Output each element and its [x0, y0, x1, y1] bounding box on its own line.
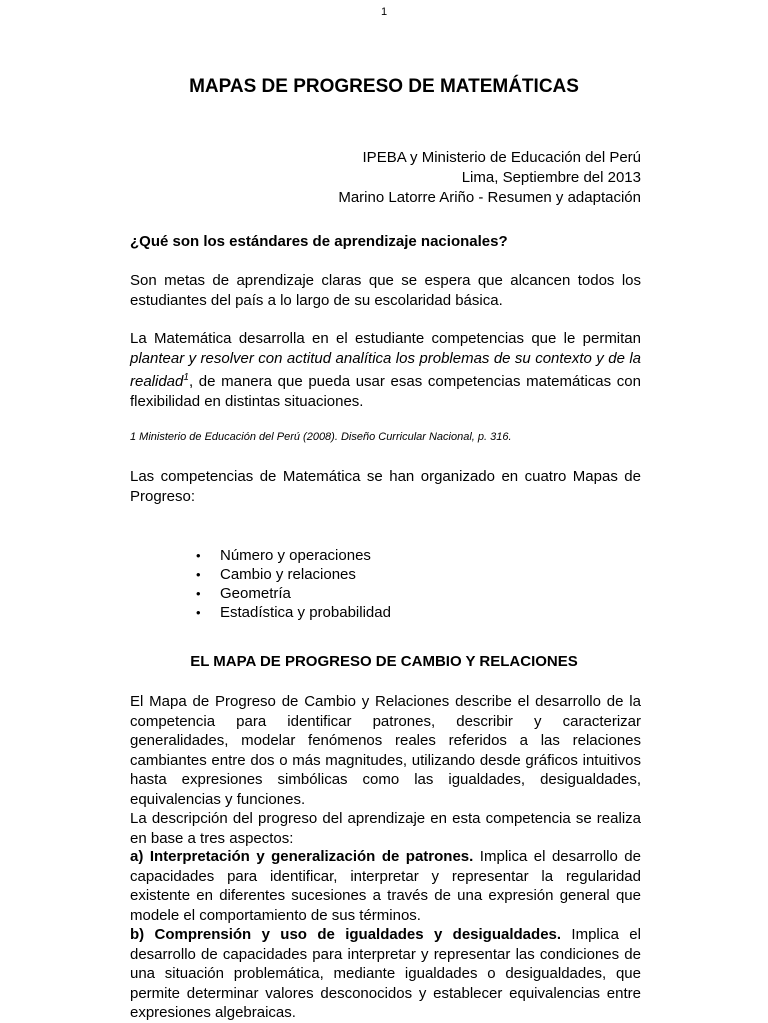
list-item: • Geometría	[130, 584, 641, 603]
author-block	[130, 148, 641, 208]
aspect-title: b) Comprensión y uso de igualdades y desigualdades.	[130, 926, 562, 943]
italic-text: plantear y resolver con actitud analítica los problemas de su contexto y de la realidad	[130, 349, 641, 390]
bullet-list	[130, 546, 641, 622]
document-title: MAPAS DE PROGRESO DE MATEMÁTICAS	[189, 76, 579, 97]
list-item: • Cambio y relaciones	[130, 565, 641, 584]
section-body	[130, 692, 641, 848]
question-heading: ¿Qué son los estándares de aprendizaje nacionales?	[130, 233, 508, 250]
footnote-ref: 1	[183, 372, 189, 383]
aspect-b	[130, 925, 641, 1023]
text: , de manera que pueda usar esas competencias matemáticas con flexibilidad en distintas situaciones.	[130, 373, 641, 410]
header-line: Marino Latorre Ariño - Resumen y adaptación	[338, 189, 641, 206]
page-number: 1	[380, 6, 388, 18]
text: La Matemática desarrolla en el estudiante competencias que le permitan	[130, 330, 641, 347]
aspect-title: a) Interpretación y generalización de patrones.	[130, 848, 474, 865]
text: Implica el desarrollo de capacidades para identificar, interpretar y representar la regularidad existente en diferentes sucesiones a través de una expresión general que modele el comportamiento de sus términos.	[130, 848, 641, 924]
text: Implica el desarrollo de capacidades para interpretar y representar las condiciones de una situación problemática, mediante igualdades o desigualdades, que permite determinar valores desconocidos y establecer equivalencias entre expresiones algebraicas.	[130, 926, 641, 1021]
header-line: IPEBA y Ministerio de Educación del Perú	[362, 149, 641, 166]
paragraph	[130, 329, 641, 411]
paragraph: El Mapa de Progreso de Cambio y Relaciones describe el desarrollo de la competencia para identificar patrones, describir y caracterizar generalidades, modelar fenómenos reales referidos a las relaciones cambiantes entre dos o más magnitudes, utilizando desde gráficos intuitivos hasta expresiones simbólicas como las igualdades, desigualdades, equivalencias y funciones.	[130, 693, 641, 808]
paragraph: Son metas de aprendizaje claras que se espera que alcancen todos los estudiantes del país a lo largo de su escolaridad básica.	[130, 272, 641, 309]
paragraph: La descripción del progreso del aprendizaje en esta competencia se realiza en base a tres aspectos:	[130, 810, 641, 847]
paragraph: Las competencias de Matemática se han organizado en cuatro Mapas de Progreso:	[130, 468, 641, 505]
list-item: • Estadística y probabilidad	[130, 603, 641, 622]
list-item: • Número y operaciones	[130, 546, 641, 565]
footnote: 1 Ministerio de Educación del Perú (2008). Diseño Curricular Nacional, p. 316.	[130, 431, 512, 443]
aspect-a	[130, 847, 641, 925]
header-line: Lima, Septiembre del 2013	[461, 169, 641, 186]
section-heading: EL MAPA DE PROGRESO DE CAMBIO Y RELACIONES	[190, 653, 578, 670]
